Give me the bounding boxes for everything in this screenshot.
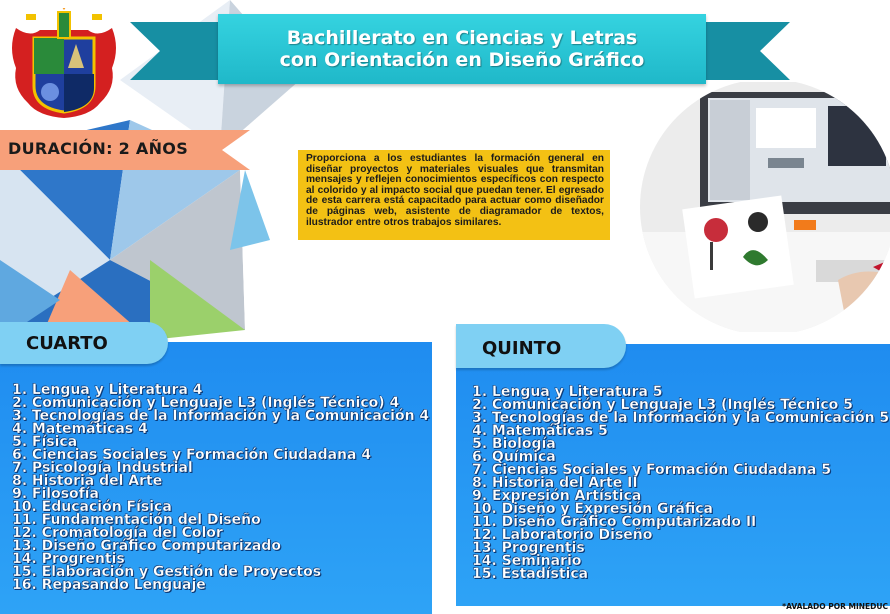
program-title-line1: Bachillerato en Ciencias y Letras	[286, 27, 638, 49]
list-item: 14. Progrentis	[12, 551, 125, 567]
list-item: 5. Biología	[472, 436, 556, 452]
description-text: Proporciona a los estudiantes la formación general en diseñar proyectos y materiales visuales que transmitan mensajes y reflejen conocimientos específicos con respecto al colorido y al impacto social que puedan tener. El egresado de esta carrera está capacitado para actuar como diseñador de páginas web, asistente de diagramador de textos, ilustrador entre otros trabajos similares.	[306, 153, 604, 228]
list-item: 12. Laboratorio Diseño	[472, 527, 653, 543]
list-item: 6. Química	[472, 449, 556, 465]
list-item: 11. Diseño Gráfico Computarizado II	[472, 514, 757, 530]
program-title-line2: con Orientación en Diseño Gráfico	[279, 49, 645, 71]
quinto-heading: QUINTO	[482, 338, 562, 359]
list-item: 11. Fundamentación del Diseño	[12, 512, 261, 528]
list-item: 4. Matemáticas 5	[472, 423, 608, 439]
list-item: 4. Matemáticas 4	[12, 421, 148, 437]
cuarto-heading: CUARTO	[26, 333, 108, 354]
duration-label: DURACIÓN: 2 AÑOS	[8, 139, 189, 158]
list-item: 7. Psicología Industrial	[12, 460, 193, 476]
list-item: 9. Filosofía	[12, 486, 100, 502]
list-item: 15. Elaboración y Gestión de Proyectos	[12, 564, 322, 580]
list-item: 9. Expresión Artística	[472, 488, 642, 504]
list-item: 16. Repasando Lenguaje	[12, 577, 206, 593]
cuarto-subject-list	[12, 384, 429, 592]
school-crest-icon	[8, 8, 120, 120]
description-box	[298, 150, 610, 240]
list-item: 3. Tecnologías de la Información y la Comunicación 4	[12, 408, 430, 424]
list-item: 3. Tecnologías de la Información y la Comunicación 5	[472, 410, 890, 426]
quinto-subject-list	[472, 386, 889, 581]
list-item: 1. Lengua y Literatura 4	[12, 382, 203, 398]
list-item: 6. Ciencias Sociales y Formación Ciudadana 4	[12, 447, 372, 463]
list-item: 13. Progrentis	[472, 540, 585, 556]
designer-workstation-photo	[618, 82, 890, 332]
list-item: 1. Lengua y Literatura 5	[472, 384, 663, 400]
list-item: 8. Historia del Arte II	[472, 475, 638, 491]
program-title	[218, 14, 706, 84]
list-item: 7. Ciencias Sociales y Formación Ciudadana 5	[472, 462, 832, 478]
list-item: 5. Física	[12, 434, 78, 450]
cuarto-tab	[0, 322, 168, 364]
list-item: 14. Seminario	[472, 553, 582, 569]
list-item: 8. Historia del Arte	[12, 473, 163, 489]
list-item: 13. Diseño Gráfico Computarizado	[12, 538, 281, 554]
list-item: 2. Comunicación y Lenguaje L3 (Inglés Técnico) 4	[12, 395, 400, 411]
mineduc-footnote: *AVALADO POR MINEDUC	[782, 602, 888, 611]
list-item: 10. Educación Física	[12, 499, 172, 515]
list-item: 15. Estadística	[472, 566, 589, 582]
quinto-tab	[456, 324, 626, 368]
list-item: 2. Comunicación y Lenguaje L3 (Inglés Técnico 5	[472, 397, 853, 413]
list-item: 10. Diseño y Expresión Gráfica	[472, 501, 713, 517]
list-item: 12. Cromatología del Color	[12, 525, 223, 541]
